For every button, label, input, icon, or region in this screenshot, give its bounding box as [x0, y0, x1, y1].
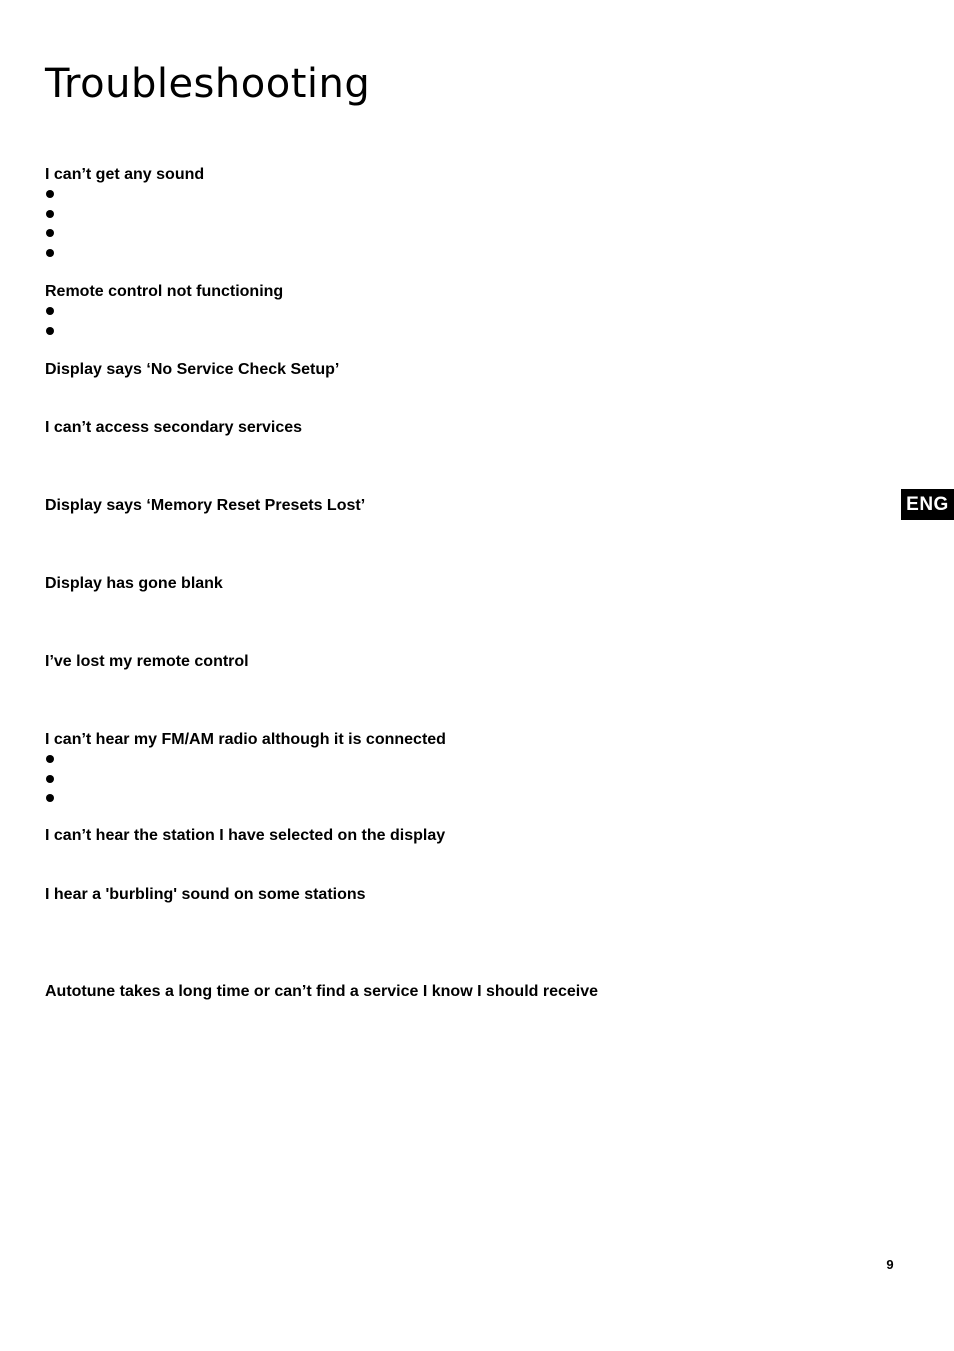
section-no-service [45, 360, 865, 380]
bullet-item [45, 244, 865, 264]
bullet-item [45, 302, 865, 322]
bullet-item [45, 750, 865, 770]
bullet-item [45, 224, 865, 244]
section-heading: I can’t get any sound [45, 166, 205, 183]
language-tab: ENG [901, 489, 954, 520]
section-heading: Display says ‘Memory Reset Presets Lost’ [45, 497, 366, 514]
section-heading: I can’t access secondary services [45, 419, 303, 436]
section-secondary-services [45, 418, 865, 438]
section-lost-remote [45, 652, 865, 672]
section-memory-reset [45, 496, 865, 516]
bullet-item [45, 789, 865, 809]
section-heading: Display has gone blank [45, 575, 223, 592]
section-no-sound [45, 165, 865, 263]
section-station-selected [45, 826, 865, 846]
section-display-blank [45, 574, 865, 594]
section-heading: I hear a 'burbling' sound on some stations [45, 886, 366, 903]
section-heading: Remote control not functioning [45, 283, 284, 300]
section-burbling-sound [45, 885, 865, 905]
section-remote-not-functioning [45, 282, 865, 341]
bullet-list [45, 302, 865, 341]
bullet-item [45, 322, 865, 342]
section-heading: I can’t hear the station I have selected on the display [45, 827, 446, 844]
section-heading: I can’t hear my FM/AM radio although it is connected [45, 731, 446, 748]
bullet-item [45, 770, 865, 790]
bullet-item [45, 205, 865, 225]
section-heading: I’ve lost my remote control [45, 653, 249, 670]
page-title: Troubleshooting [45, 61, 371, 107]
bullet-list [45, 750, 865, 809]
bullet-list [45, 185, 865, 263]
section-heading: Autotune takes a long time or can’t find a service I know I should receive [45, 983, 599, 1000]
bullet-item [45, 185, 865, 205]
section-autotune [45, 982, 865, 1002]
section-fm-am-radio [45, 730, 865, 809]
page-number: 9 [886, 1257, 894, 1272]
section-heading: Display says ‘No Service Check Setup’ [45, 361, 340, 378]
